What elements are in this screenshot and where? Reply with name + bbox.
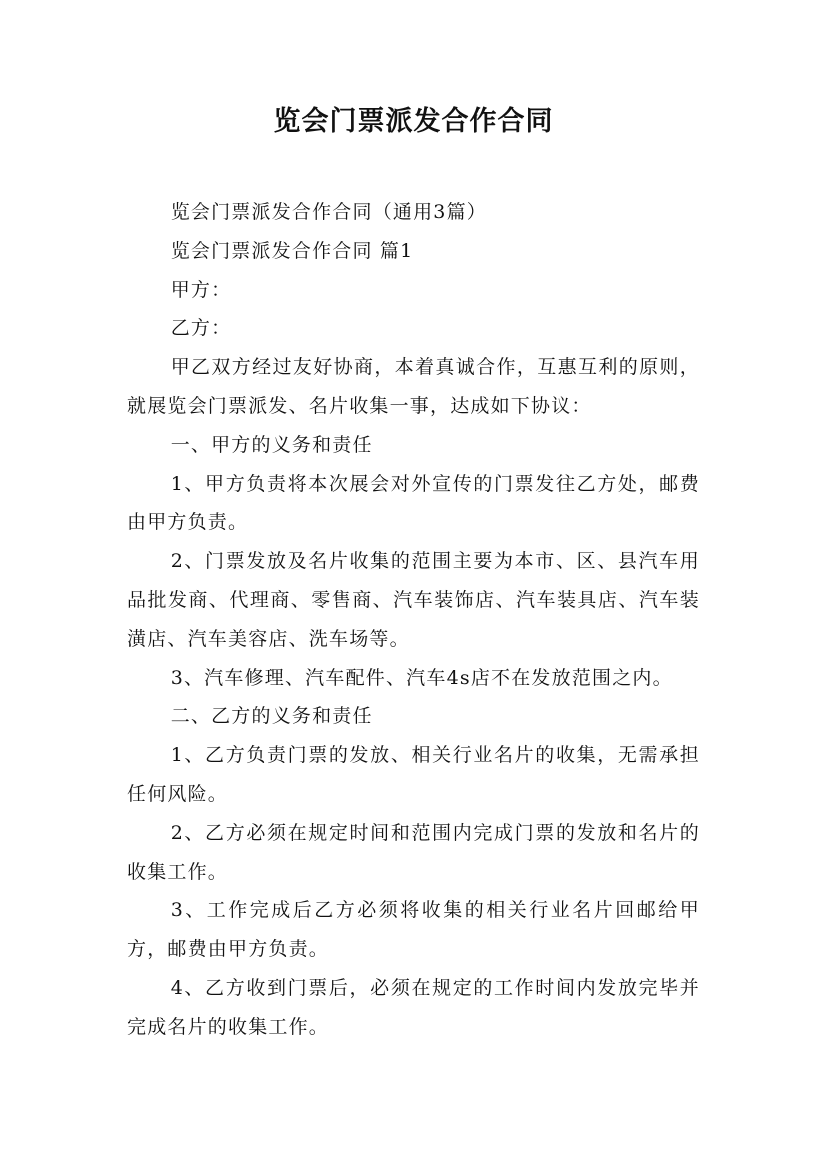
paragraph-clause: 2、门票发放及名片收集的范围主要为本市、区、县汽车用品批发商、代理商、零售商、汽车装饰店、汽车装具店、汽车装潢店、汽车美容店、洗车场等。 <box>127 550 700 650</box>
paragraph-clause: 3、汽车修理、汽车配件、汽车4s店不在发放范围之内。 <box>170 666 673 689</box>
paragraph-subtitle: 览会门票派发合作合同（通用3篇） <box>170 201 487 223</box>
paragraph-clause: 1、乙方负责门票的发放、相关行业名片的收集，无需承担任何风险。 <box>127 744 700 805</box>
paragraph-clause: 4、乙方收到门票后，必须在规定的工作时间内发放完毕并完成名片的收集工作。 <box>127 976 700 1038</box>
paragraph-clause: 1、甲方负责将本次展会对外宣传的门票发往乙方处，邮费由甲方负责。 <box>127 472 700 534</box>
paragraph-heading-party-a-duties: 一、甲方的义务和责任 <box>170 433 373 456</box>
paragraph-section-heading: 览会门票派发合作合同 篇1 <box>170 239 414 262</box>
document-body <box>127 193 700 1047</box>
paragraph-preamble: 甲乙双方经过友好协商，本着真诚合作，互惠互利的原则，就展览会门票派发、名片收集一事，达成如下协议： <box>127 356 700 417</box>
document-title: 览会门票派发合作合同 <box>273 106 554 137</box>
paragraph-heading-party-b-duties: 二、乙方的义务和责任 <box>170 705 373 728</box>
paragraph-party-a: 甲方： <box>170 278 232 301</box>
paragraph-clause: 2、乙方必须在规定时间和范围内完成门票的发放和名片的收集工作。 <box>127 821 700 883</box>
paragraph-clause: 3、工作完成后乙方必须将收集的相关行业名片回邮给甲方，邮费由甲方负责。 <box>127 899 700 961</box>
paragraph-party-b: 乙方： <box>170 317 232 340</box>
